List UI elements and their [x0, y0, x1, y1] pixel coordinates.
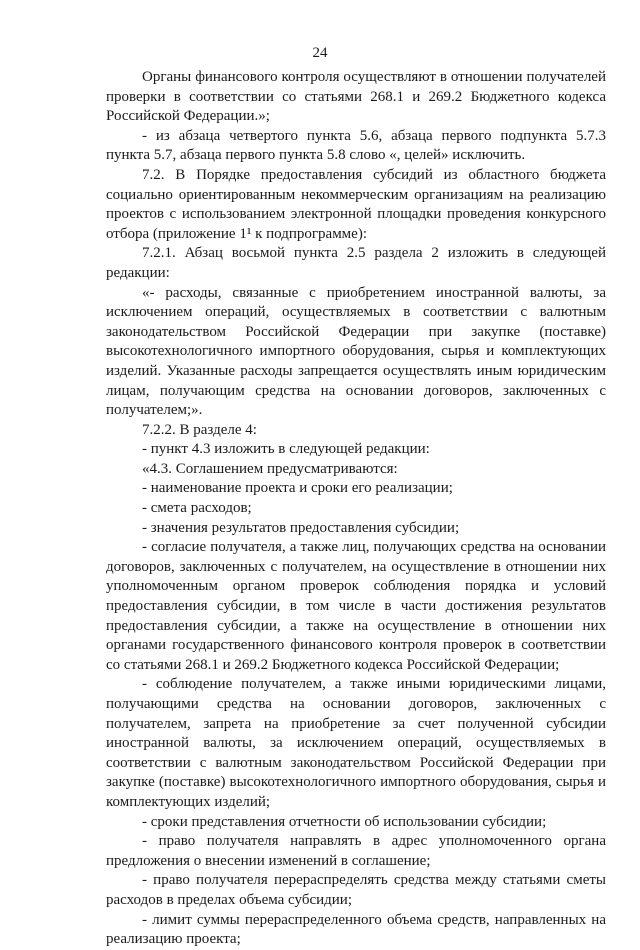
paragraph: 7.2. В Порядке предоставления субсидий из областного бюджета социально ориентированным некоммерческим организациям на реализацию проектов с использованием электронной площадки проведения конкурсного отбора (приложение 1¹ к подпрограмме): [106, 166, 606, 242]
paragraph: Органы финансового контроля осуществляют в отношении получателей проверки в соответствии со статьями 268.1 и 269.2 Бюджетного кодекса Российской Федерации.»; [106, 69, 606, 125]
paragraph: - согласие получателя, а также лиц, получающих средства на основании договоров, заключенных с получателем, на осуществление в отношении них уполномоченным органом проверок соблюдения порядка и условий предоставления субсидии, в том числе в части достижения результатов предоставления субсидии, а также на осуществление в отношении них органами государственного финансового контроля проверок в соответствии со статьями 268.1 и 269.2 Бюджетного кодекса Российской Федерации; [106, 539, 606, 673]
paragraph: - соблюдение получателем, а также иными юридическими лицами, получающими средства на основании договоров, заключенных с получателем, запрета на приобретение за счет полученной субсидии иностранной валюты, за исключением операций, осуществляемых в соответствии с валютным законодательством Российской Федерации при закупке (поставке) высокотехнологичного импортного оборудования, сырья и комплектующих изделий; [106, 676, 606, 810]
paragraph: «- расходы, связанные с приобретением иностранной валюты, за исключением операций, осуществляемых в соответствии с валютным законодательством Российской Федерации при закупке (поставке) высокотехнологичного импортного оборудования, сырья и комплектующих изделий. Указанные расходы запрещается осуществлять иным юридическим лицам, получающим средства на основании договоров, заключенных с получателем;». [106, 284, 606, 419]
paragraph: 7.2.2. В разделе 4: [142, 421, 257, 438]
paragraph: - пункт 4.3 изложить в следующей редакции: [142, 441, 430, 458]
document-body [106, 68, 606, 950]
paragraph: - наименование проекта и сроки его реализации; [142, 480, 453, 497]
paragraph: - сроки представления отчетности об использовании субсидии; [142, 813, 547, 830]
page-number: 24 [312, 45, 328, 61]
paragraph: 7.2.1. Абзац восьмой пункта 2.5 раздела 2 изложить в следующей редакции: [106, 245, 606, 281]
paragraph: «4.3. Соглашением предусматриваются: [142, 460, 398, 477]
paragraph: - смета расходов; [142, 500, 252, 517]
paragraph: - лимит суммы перераспределенного объема средств, направленных на реализацию проекта; [106, 911, 606, 948]
paragraph: - право получателя перераспределять средства между статьями сметы расходов в пределах объема субсидии; [106, 872, 606, 908]
paragraph: - значения результатов предоставления субсидии; [142, 519, 460, 536]
paragraph: - из абзаца четвертого пункта 5.6, абзаца первого подпункта 5.7.3 пункта 5.7, абзаца первого пункта 5.8 слово «, целей» исключить. [106, 127, 606, 164]
paragraph: - право получателя направлять в адрес уполномоченного органа предложения о внесении изменений в соглашение; [106, 833, 606, 869]
